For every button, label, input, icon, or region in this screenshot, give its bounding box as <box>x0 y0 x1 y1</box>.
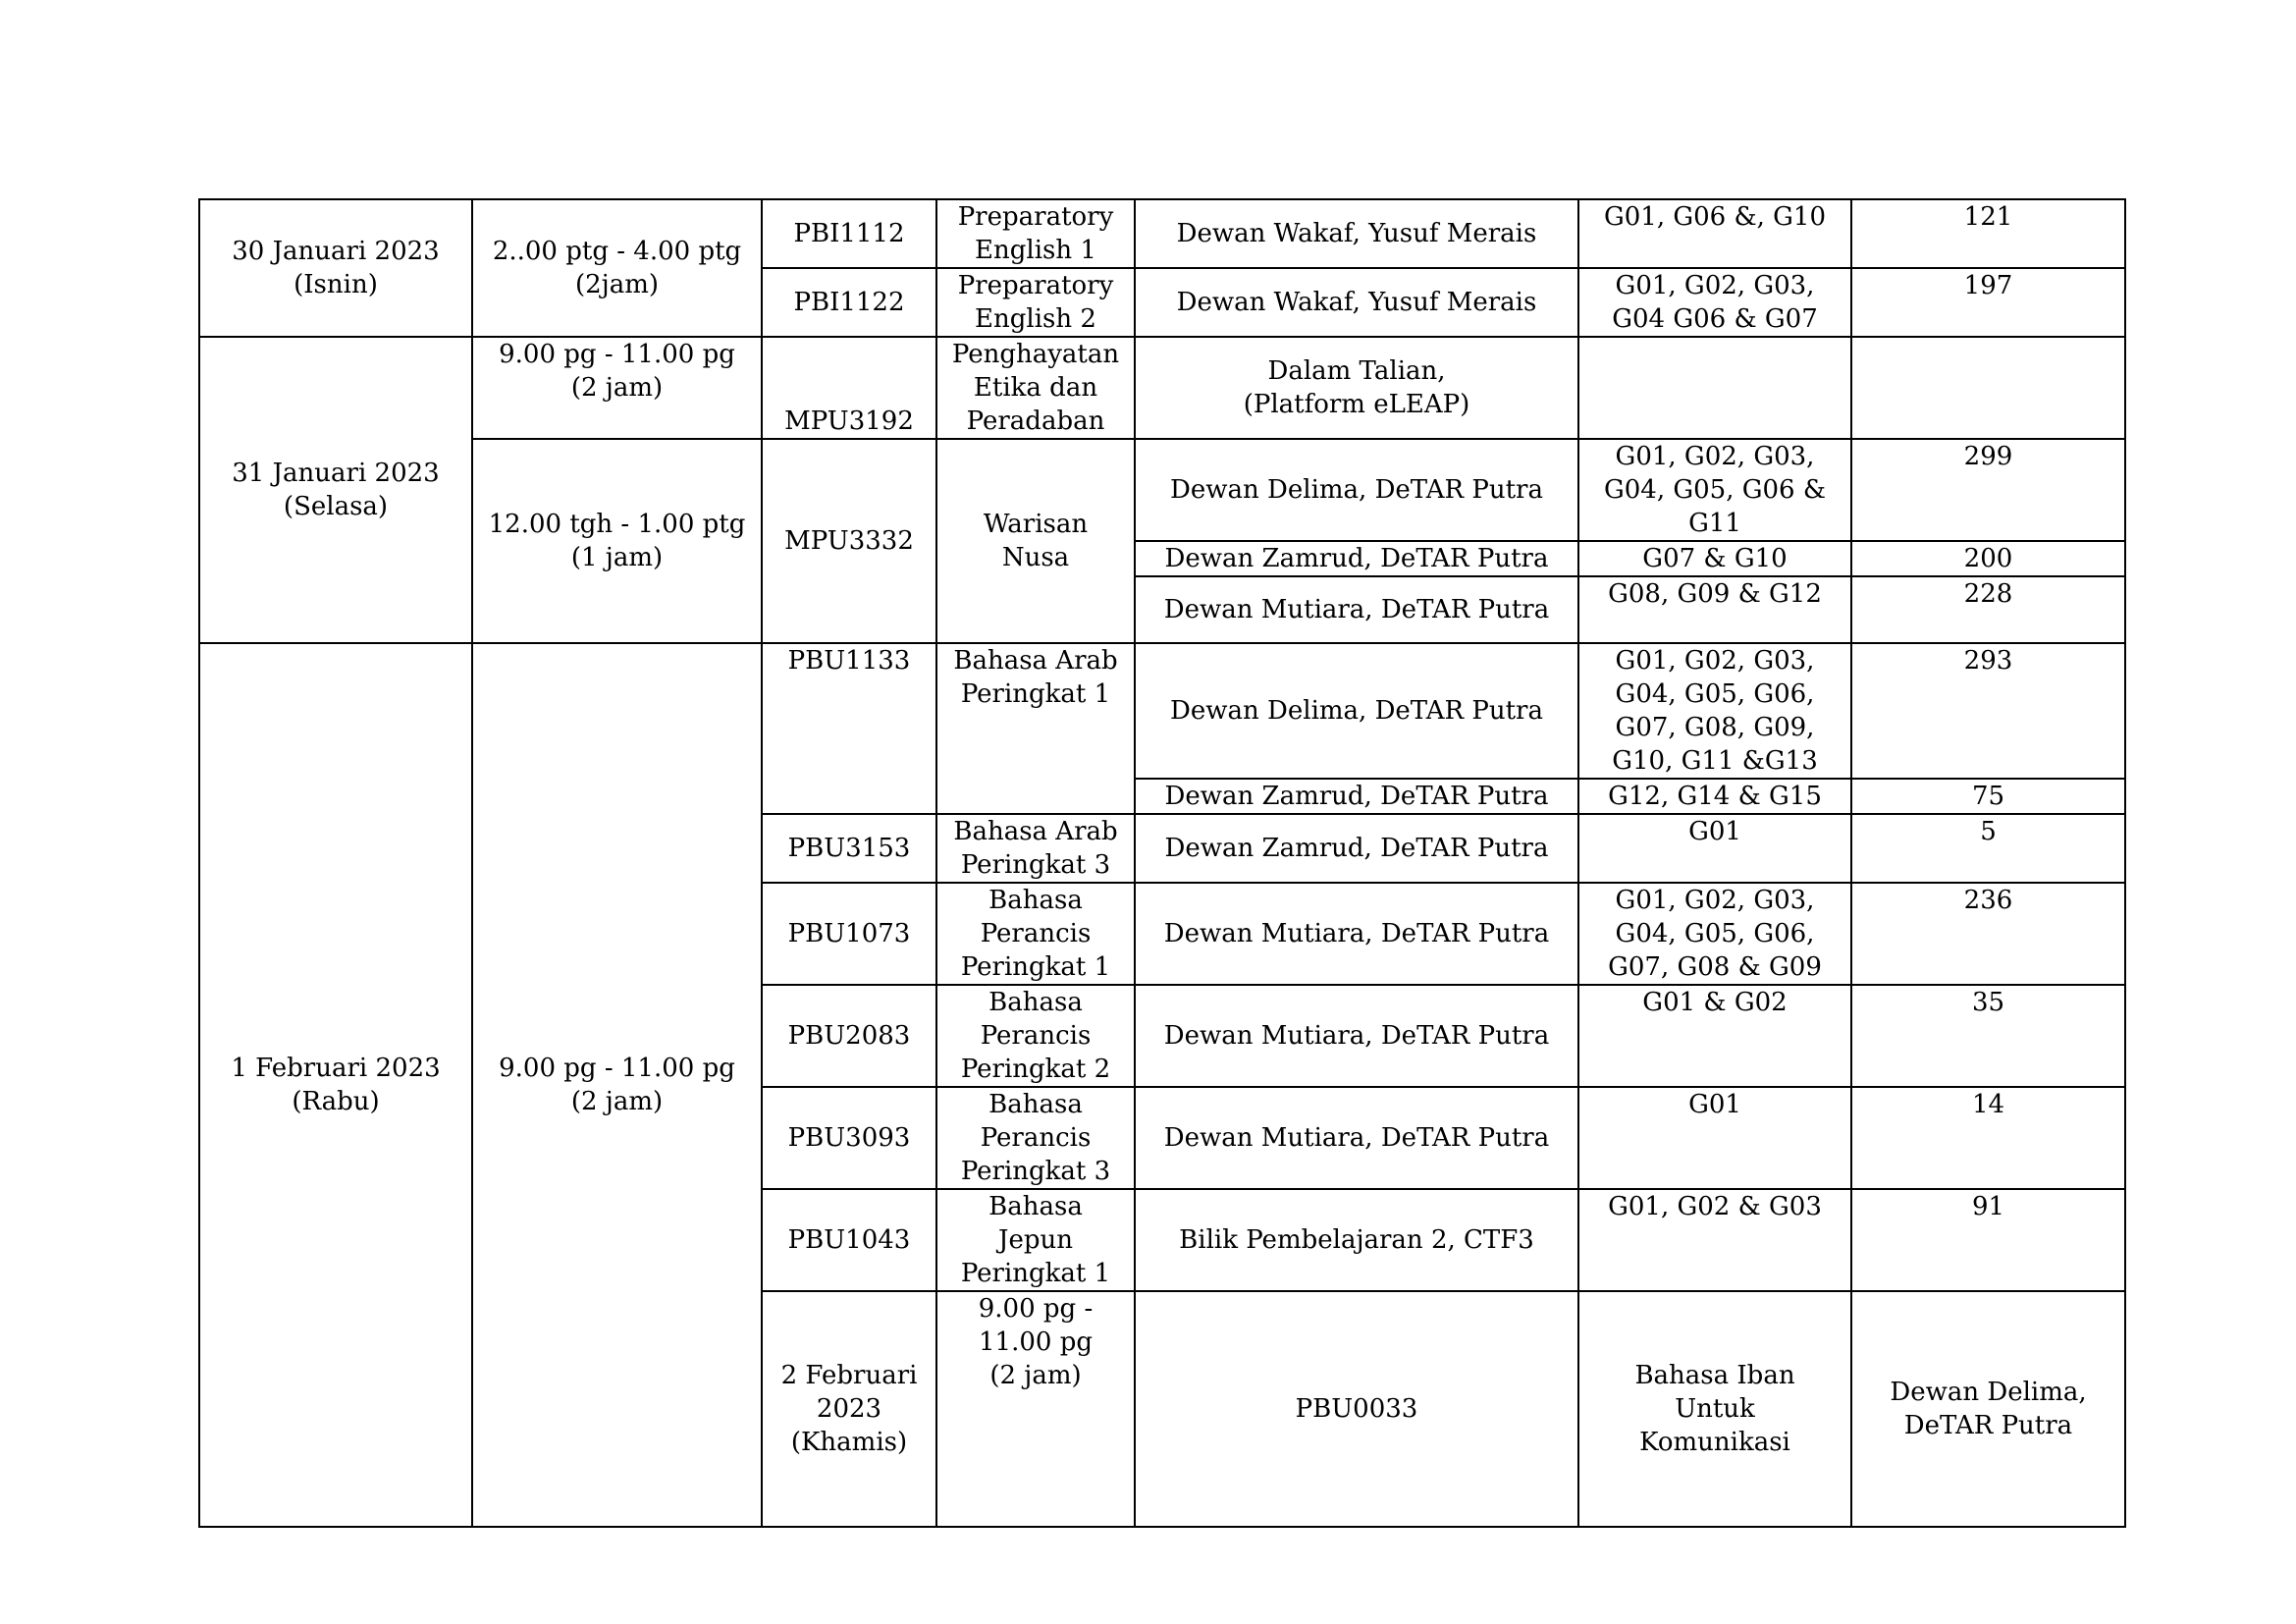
venue-cell: Dewan Mutiara, DeTAR Putra <box>1135 1087 1578 1189</box>
venue-cell: Dewan Mutiara, DeTAR Putra <box>1135 576 1578 643</box>
date-cell: 31 Januari 2023 (Selasa) <box>199 337 472 643</box>
course-code-cell: PBU1133 <box>762 643 936 814</box>
course-name-cell: Bahasa Perancis Peringkat 2 <box>936 985 1135 1087</box>
groups-cell: G01, G02 & G03 <box>1578 1189 1851 1291</box>
venue-cell: Dewan Zamrud, DeTAR Putra <box>1135 779 1578 814</box>
venue-cell: Dewan Wakaf, Yusuf Merais <box>1135 268 1578 337</box>
groups-cell: G01, G06 &, G10 <box>1578 199 1851 268</box>
count-cell: 200 <box>1851 541 2125 576</box>
course-code-cell: PBU1043 <box>762 1189 936 1291</box>
groups-cell: G07 & G10 <box>1578 541 1851 576</box>
exam-schedule-table <box>198 198 2126 1528</box>
venue-cell: Dewan Delima, DeTAR Putra <box>1135 643 1578 779</box>
table-row <box>199 643 2125 779</box>
venue-cell: Bilik Pembelajaran 2, CTF3 <box>1135 1189 1578 1291</box>
course-name-cell: Bahasa Arab Peringkat 1 <box>936 643 1135 814</box>
course-code-cell: PBU3153 <box>762 814 936 883</box>
venue-cell: Dewan Delima, DeTAR Putra <box>1135 439 1578 541</box>
count-cell: 5 <box>1851 814 2125 883</box>
count-cell: 299 <box>1851 439 2125 541</box>
course-name-cell: Bahasa Perancis Peringkat 1 <box>936 883 1135 985</box>
course-code-cell: MPU3192 <box>762 337 936 439</box>
course-name-cell: Penghayatan Etika dan Peradaban <box>936 337 1135 439</box>
course-name-cell: Bahasa Iban Untuk Komunikasi <box>1578 1291 1851 1527</box>
time-cell: 9.00 pg - 11.00 pg (2 jam) <box>472 337 762 439</box>
count-cell: 228 <box>1851 576 2125 643</box>
course-name-cell: Preparatory English 1 <box>936 199 1135 268</box>
time-cell: 2..00 ptg - 4.00 ptg (2jam) <box>472 199 762 337</box>
groups-cell: G01 <box>1578 814 1851 883</box>
count-cell <box>1851 337 2125 439</box>
table-row <box>199 199 2125 268</box>
table-row <box>199 337 2125 439</box>
course-code-cell: PBU1073 <box>762 883 936 985</box>
groups-cell: G01, G02, G03, G04 G06 & G07 <box>1578 268 1851 337</box>
count-cell: 197 <box>1851 268 2125 337</box>
table-row <box>199 439 2125 541</box>
course-name-cell: Bahasa Jepun Peringkat 1 <box>936 1189 1135 1291</box>
course-name-cell: Preparatory English 2 <box>936 268 1135 337</box>
groups-cell: G01 <box>1578 1087 1851 1189</box>
course-code-cell: MPU3332 <box>762 439 936 643</box>
date-cell: 30 Januari 2023 (Isnin) <box>199 199 472 337</box>
venue-cell: Dewan Zamrud, DeTAR Putra <box>1135 541 1578 576</box>
groups-cell: G08, G09 & G12 <box>1578 576 1851 643</box>
venue-cell: Dewan Wakaf, Yusuf Merais <box>1135 199 1578 268</box>
groups-cell: G01, G02, G03, G04, G05, G06 & G11 <box>1578 439 1851 541</box>
count-cell: 121 <box>1851 199 2125 268</box>
count-cell: 293 <box>1851 643 2125 779</box>
date-cell: 1 Februari 2023 (Rabu) <box>199 643 472 1527</box>
venue-cell: Dewan Delima, DeTAR Putra <box>1851 1291 2125 1527</box>
groups-cell: G01 & G02 <box>1578 985 1851 1087</box>
time-cell: 9.00 pg - 11.00 pg (2 jam) <box>472 643 762 1527</box>
groups-cell: G01, G02, G03, G04, G05, G06, G07, G08 & G09 <box>1578 883 1851 985</box>
count-cell: 75 <box>1851 779 2125 814</box>
venue-cell: Dewan Mutiara, DeTAR Putra <box>1135 883 1578 985</box>
count-cell: 236 <box>1851 883 2125 985</box>
venue-cell: Dalam Talian, (Platform eLEAP) <box>1135 337 1578 439</box>
time-cell: 12.00 tgh - 1.00 ptg (1 jam) <box>472 439 762 643</box>
venue-cell: Dewan Zamrud, DeTAR Putra <box>1135 814 1578 883</box>
groups-cell <box>1578 337 1851 439</box>
count-cell: 14 <box>1851 1087 2125 1189</box>
count-cell: 91 <box>1851 1189 2125 1291</box>
course-code-cell: PBI1122 <box>762 268 936 337</box>
course-code-cell: PBU0033 <box>1135 1291 1578 1527</box>
course-code-cell: PBU2083 <box>762 985 936 1087</box>
course-name-cell: Bahasa Arab Peringkat 3 <box>936 814 1135 883</box>
course-code-cell: PBI1112 <box>762 199 936 268</box>
venue-cell: Dewan Mutiara, DeTAR Putra <box>1135 985 1578 1087</box>
course-code-cell: PBU3093 <box>762 1087 936 1189</box>
count-cell: 35 <box>1851 985 2125 1087</box>
groups-cell: G01, G02, G03, G04, G05, G06, G07, G08, G09, G10, G11 &G13 <box>1578 643 1851 779</box>
time-cell: 9.00 pg - 11.00 pg (2 jam) <box>936 1291 1135 1527</box>
groups-cell: G12, G14 & G15 <box>1578 779 1851 814</box>
course-name-cell: Warisan Nusa <box>936 439 1135 643</box>
course-name-cell: Bahasa Perancis Peringkat 3 <box>936 1087 1135 1189</box>
date-cell: 2 Februari 2023 (Khamis) <box>762 1291 936 1527</box>
